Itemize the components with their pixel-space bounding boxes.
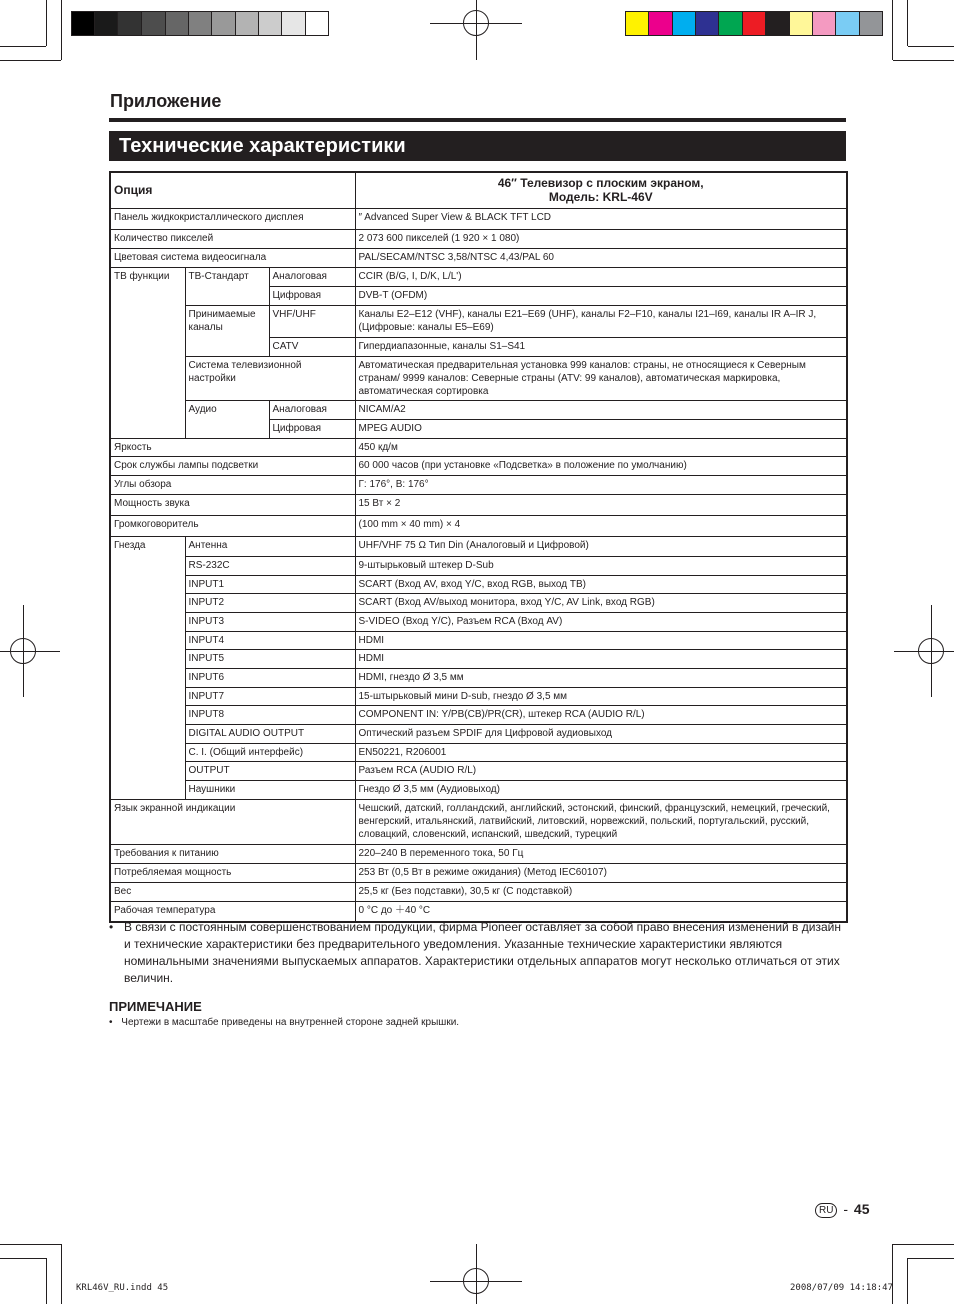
model-line-2: Модель: KRL-46V: [548, 190, 653, 205]
row-value: 220–240 В переменного тока, 50 Гц: [355, 844, 847, 863]
row-label: Рабочая температура: [110, 901, 355, 922]
table-row: [110, 593, 847, 612]
row-value: 60 000 часов (при установке «Подсветка» в положение по умолчанию): [355, 456, 847, 475]
row-value: Каналы E2–E12 (VHF), каналы E21–E69 (UHF), каналы F2–F10, каналы I21–I69, каналы IR A–IR J, (Цифровые: каналы E5–E69): [355, 305, 847, 337]
gray-swatch: [188, 11, 212, 36]
row-label: Цветовая система видеосигнала: [110, 248, 355, 267]
row-value: Гипердиапазонные, каналы S1–S41: [355, 337, 847, 356]
gray-swatch: [235, 11, 259, 36]
table-row: [110, 780, 847, 799]
page-dash: -: [843, 1201, 849, 1217]
table-header-row: [110, 172, 847, 208]
jack-value: Гнездо Ø 3,5 мм (Аудиовыход): [355, 780, 847, 799]
gray-swatch: [165, 11, 189, 36]
note-text: Чертежи в масштабе приведены на внутренней стороне задней крышки.: [121, 1017, 460, 1028]
table-row: [110, 438, 847, 456]
bullet: •: [109, 1017, 113, 1028]
option-header: Опция: [110, 172, 355, 208]
bullet: •: [109, 920, 114, 934]
table-row: [110, 475, 847, 494]
jack-value: 15-штырьковый мини D-sub, гнездо Ø 3,5 мм: [355, 687, 847, 705]
disclaimer-text: В связи с постоянным совершенствованием продукции, фирма Pioneer оставляет за собой право внесения изменений в дизайн и технические характеристики без предварительного уведомления. Указанные технические характеристики являются номинальными значениями выпускаемых аппаратов. Характеристики отдельных аппаратов могут несколько отличаться от этих величин.: [124, 920, 841, 985]
row-value: 450 кд/м: [355, 438, 847, 456]
row-label: Углы обзора: [110, 475, 355, 494]
table-row: [110, 724, 847, 743]
table-row: [110, 668, 847, 687]
table-row: [110, 536, 847, 556]
gray-swatch: [305, 11, 329, 36]
jack-name: RS-232C: [185, 556, 355, 575]
table-row: [110, 356, 847, 400]
jack-name: INPUT3: [185, 612, 355, 631]
jack-name: INPUT7: [185, 687, 355, 705]
row-value: MPEG AUDIO: [355, 419, 847, 438]
page-title: Технические характеристики: [109, 131, 846, 161]
table-row: [110, 556, 847, 575]
table-row: [110, 863, 847, 882]
sub-sub-label: Аналоговая: [269, 400, 355, 419]
table-row: [110, 612, 847, 631]
row-value: 2 073 600 пикселей (1 920 × 1 080): [355, 229, 847, 248]
gray-swatch: [117, 11, 142, 36]
row-value: PAL/SECAM/NTSC 3,58/NTSC 4,43/PAL 60: [355, 248, 847, 267]
jack-name: INPUT4: [185, 631, 355, 649]
jack-name: INPUT6: [185, 668, 355, 687]
row-label: Язык экранной индикации: [110, 799, 355, 844]
table-row: [110, 267, 847, 286]
disclaimer-note: [109, 919, 849, 987]
language-badge: RU: [815, 1203, 837, 1218]
sub-sub-label: Цифровая: [269, 419, 355, 438]
jack-value: HDMI: [355, 631, 847, 649]
color-swatch: [695, 11, 719, 36]
row-label: Панель жидкокристаллического дисплея: [110, 208, 355, 229]
jack-value: SCART (Вход AV/выход монитора, вход Y/C, AV Link, вход RGB): [355, 593, 847, 612]
table-row: [110, 649, 847, 668]
row-label: ТВ функции: [110, 267, 185, 438]
table-row: [110, 456, 847, 475]
row-value: 0 °C до ＋40 °C: [355, 901, 847, 922]
note-heading: ПРИМЕЧАНИЕ: [109, 999, 202, 1014]
row-label: Вес: [110, 882, 355, 901]
row-label: Срок службы лампы подсветки: [110, 456, 355, 475]
sub-sub-label: Цифровая: [269, 286, 355, 305]
row-label: Требования к питанию: [110, 844, 355, 863]
row-value: NICAM/A2: [355, 400, 847, 419]
sub-label: Система телевизионной настройки: [185, 356, 355, 400]
table-row: [110, 844, 847, 863]
jack-name: OUTPUT: [185, 761, 355, 780]
jack-value: COMPONENT IN: Y/PB(CB)/PR(CR), штекер RCA (AUDIO R/L): [355, 705, 847, 724]
row-value: 25,5 кг (Без подставки), 30,5 кг (С подставкой): [355, 882, 847, 901]
row-value: ″ Advanced Super View & BLACK TFT LCD: [355, 208, 847, 229]
jack-name: INPUT1: [185, 575, 355, 593]
table-row: [110, 208, 847, 229]
table-row: [110, 761, 847, 780]
color-swatch: [789, 11, 813, 36]
color-swatch: [625, 11, 649, 36]
jack-value: Оптический разъем SPDIF для Цифровой аудиовыход: [355, 724, 847, 743]
jack-name: INPUT8: [185, 705, 355, 724]
spec-table: [109, 171, 848, 923]
table-row: [110, 575, 847, 593]
row-value: DVB-T (OFDM): [355, 286, 847, 305]
table-row: [110, 687, 847, 705]
sub-label: Принимаемые каналы: [185, 305, 269, 356]
gray-swatch: [258, 11, 282, 36]
row-value: (100 mm × 40 mm) × 4: [355, 515, 847, 536]
table-row: [110, 705, 847, 724]
row-value: Г: 176°, В: 176°: [355, 475, 847, 494]
jack-value: 9-штырьковый штекер D-Sub: [355, 556, 847, 575]
table-row: [110, 494, 847, 515]
color-swatch: [835, 11, 860, 36]
color-swatch: [648, 11, 673, 36]
gray-swatch: [281, 11, 306, 36]
row-label: Громкоговоритель: [110, 515, 355, 536]
table-row: [110, 743, 847, 761]
jack-value: HDMI: [355, 649, 847, 668]
section-rule: [109, 118, 846, 122]
footer-timestamp: 2008/07/09 14:18:47: [790, 1283, 893, 1293]
table-row: [110, 400, 847, 419]
jack-value: S-VIDEO (Вход Y/C), Разъем RCA (Вход AV): [355, 612, 847, 631]
gray-swatch: [141, 11, 166, 36]
row-value: 253 Вт (0,5 Вт в режиме ожидания) (Метод IEC60107): [355, 863, 847, 882]
section-title: Приложение: [110, 91, 222, 111]
table-row: [110, 631, 847, 649]
jack-name: INPUT2: [185, 593, 355, 612]
jack-value: EN50221, R206001: [355, 743, 847, 761]
color-swatch: [742, 11, 766, 36]
jack-name: C. I. (Общий интерфейс): [185, 743, 355, 761]
model-line-1: 46″ Телевизор с плоским экраном,: [497, 176, 704, 191]
row-value: Автоматическая предварительная установка 999 каналов: страны, не относящиеся к Северным странам/ 9999 каналов: Северные страны (ATV: 99 каналов), автоматическая маркировка, автоматическая сортировка: [355, 356, 847, 400]
model-header: [355, 172, 847, 208]
jack-name: Наушники: [185, 780, 355, 799]
page-number-value: 45: [853, 1201, 870, 1217]
gray-swatch: [71, 11, 95, 36]
jack-value: SCART (Вход AV, вход Y/C, вход RGB, выход ТВ): [355, 575, 847, 593]
color-swatch: [718, 11, 743, 36]
color-swatch: [859, 11, 883, 36]
sub-sub-label: VHF/UHF: [269, 305, 355, 337]
sub-sub-label: CATV: [269, 337, 355, 356]
row-label: Гнезда: [110, 536, 185, 799]
jack-value: Разъем RCA (AUDIO R/L): [355, 761, 847, 780]
gray-swatch: [211, 11, 236, 36]
jack-name: INPUT5: [185, 649, 355, 668]
gray-swatch: [94, 11, 118, 36]
jack-value: UHF/VHF 75 Ω Тип Din (Аналоговый и Цифровой): [355, 536, 847, 556]
footer-filename: KRL46V_RU.indd 45: [76, 1283, 169, 1293]
jack-name: DIGITAL AUDIO OUTPUT: [185, 724, 355, 743]
color-swatch: [812, 11, 836, 36]
row-value: 15 Вт × 2: [355, 494, 847, 515]
row-label: Яркость: [110, 438, 355, 456]
jack-value: HDMI, гнездо Ø 3,5 мм: [355, 668, 847, 687]
sub-sub-label: Аналоговая: [269, 267, 355, 286]
table-row: [110, 305, 847, 337]
color-swatch: [765, 11, 790, 36]
note-item: [109, 1017, 459, 1028]
row-label: Мощность звука: [110, 494, 355, 515]
sub-label: ТВ-Стандарт: [185, 267, 269, 305]
table-row: [110, 882, 847, 901]
page-number: [815, 1201, 869, 1218]
table-row: [110, 799, 847, 844]
jack-name: Антенна: [185, 536, 355, 556]
color-swatch: [672, 11, 696, 36]
row-value: CCIR (B/G, I, D/K, L/L'): [355, 267, 847, 286]
row-label: Потребляемая мощность: [110, 863, 355, 882]
row-label: Количество пикселей: [110, 229, 355, 248]
table-row: [110, 248, 847, 267]
table-row: [110, 229, 847, 248]
row-value: Чешский, датский, голландский, английский, эстонский, финский, французский, немецкий, греческий, венгерский, итальянский, латвийский, литовский, норвежский, польский, португальский, русский, словацкий, словенский, испанский, шведский, турецкий: [355, 799, 847, 844]
sub-label: Аудио: [185, 400, 269, 438]
table-row: [110, 515, 847, 536]
